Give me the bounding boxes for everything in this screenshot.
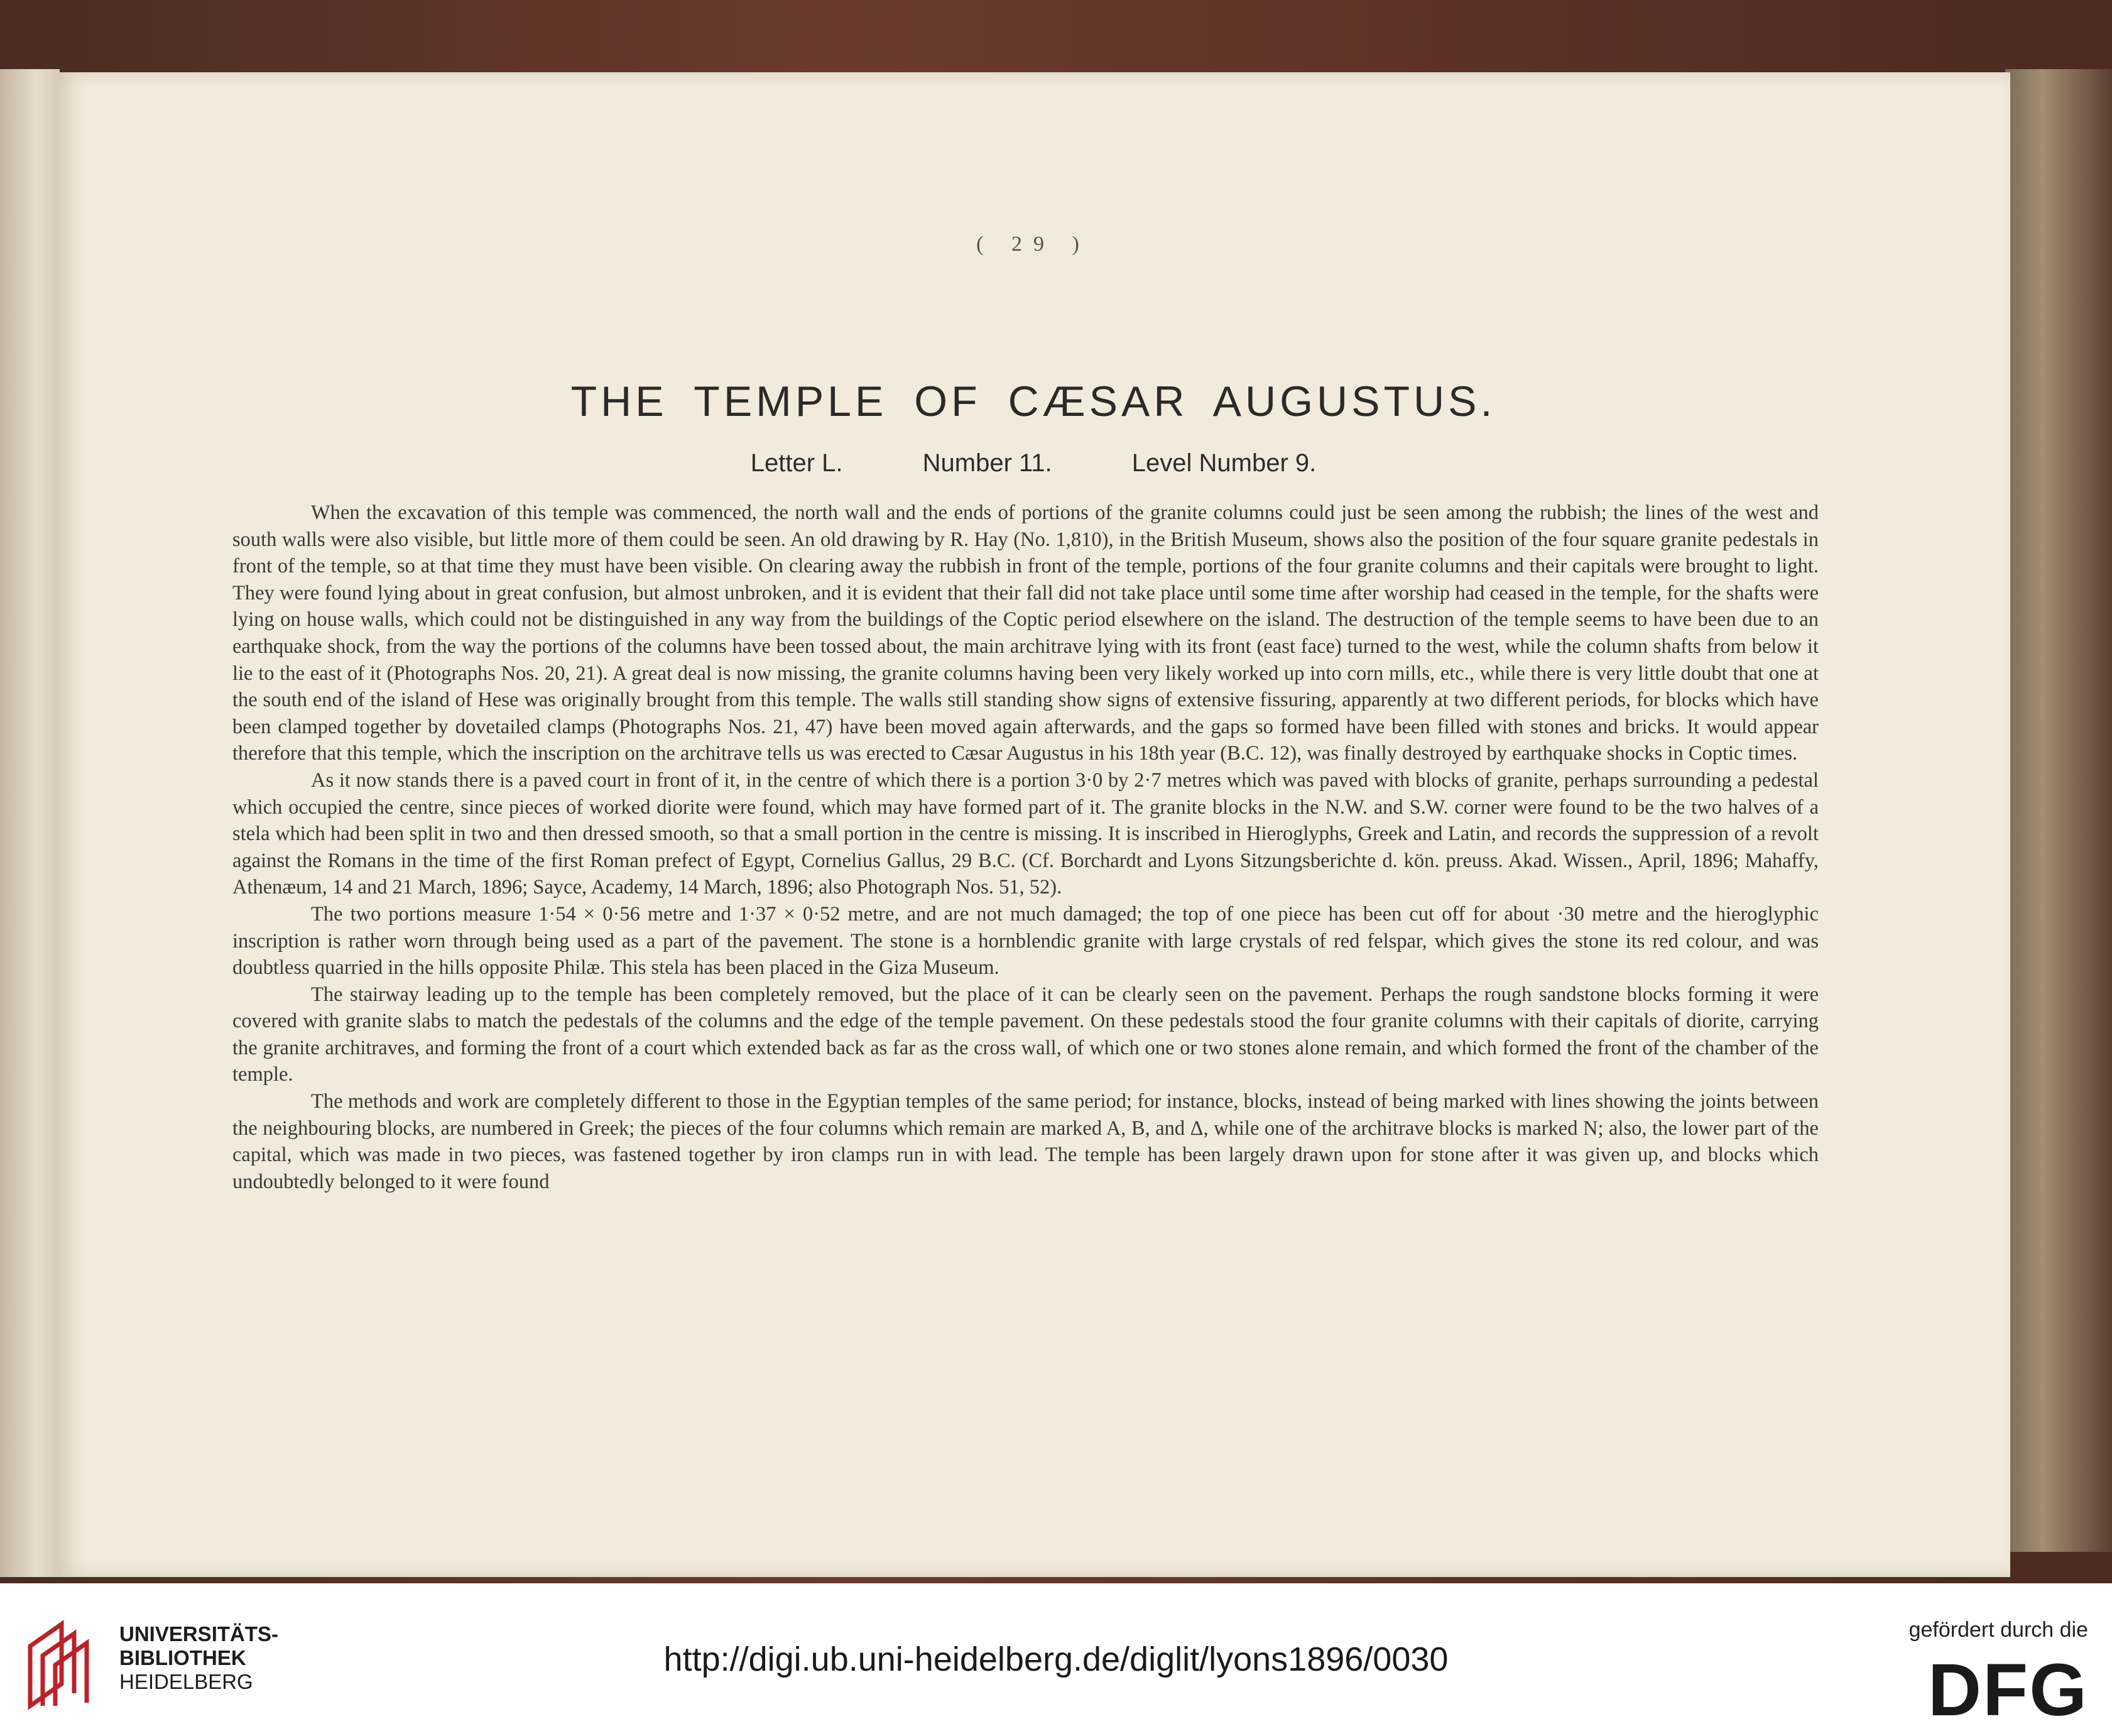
permalink-url[interactable]: http://digi.ub.uni-heidelberg.de/diglit/lyons1896/0030 — [663, 1640, 1449, 1678]
paragraph: The methods and work are completely different to those in the Egyptian temples of the same period; for instance, blocks, instead of being marked with lines showing the joints between the neighbouring blocks, are numbered in Greek; the pieces of the four columns which remain are marked A, B, and Δ, while one of the architrave blocks is marked N; also, the lower part of the capital, which was made in two pieces, was fastened together by iron clamps run in with lead. The temple has been largely drawn upon for stone after it was given up, and blocks which undoubtedly belonged to it were found — [232, 1090, 1819, 1193]
funding-caption: gefördert durch die — [1908, 1618, 2088, 1642]
subtitle-letter: Letter L. — [750, 449, 843, 477]
paragraph: The stairway leading up to the temple has been completely removed, but the place of it can be clearly seen on the pavement. Perhaps the rough sandstone blocks forming it were covered with granite slabs to match the pedestals of the columns and the edge of the temple pavement. On these pedestals stood the four granite columns with their capitals of diorite, carrying the granite architraves, and forming the front of a court which extended back as far as the cross wall, of which one or two stones alone remain, and which formed the front of the chamber of the temple. — [232, 983, 1819, 1086]
dfg-logo[interactable]: DFG — [1927, 1649, 2088, 1732]
book-edge-right — [2005, 69, 2112, 1552]
library-name-line2: BIBLIOTHEK — [119, 1646, 246, 1669]
body-text — [232, 500, 1819, 1195]
paragraph: The two portions measure 1·54 × 0·56 metre and 1·37 × 0·52 metre, and are not much damaged; the top of one piece has been cut off for about ·30 metre and the hieroglyphic inscription is rather worn through being used as a part of the pavement. The stone is a hornblendic granite with large crystals of red felspar, which gives the stone its red colour, and was doubtless quarried in the hills opposite Philæ. This stela has been placed in the Giza Museum. — [232, 902, 1819, 980]
library-name-line1: UNIVERSITÄTS- — [119, 1622, 279, 1646]
page-subtitle — [57, 449, 2010, 478]
subtitle-level: Level Number 9. — [1131, 449, 1317, 477]
subtitle-number: Number 11. — [922, 449, 1052, 477]
page-number: ( 29 ) — [976, 232, 1091, 256]
library-name-line3: HEIDELBERG — [119, 1670, 253, 1693]
paragraph: As it now stands there is a paved court in front of it, in the centre of which there is a portion 3·0 by 2·7 metres which was paved with blocks of granite, perhaps surrounding a pedestal which occupied the centre, since pieces of worked diorite were found, which may have formed part of it. The granite blocks in the N.W. and S.W. corner were found to be the two halves of a stela which had been split in two and then dressed smooth, so that a small portion in the centre is missing. It is inscribed in Hieroglyphs, Greek and Latin, and records the suppression of a revolt against the Romans in the time of the first Roman prefect of Egypt, Cornelius Gallus, 29 B.C. (Cf. Borchardt and Lyons Sitzungsberichte d. kön. preuss. Akad. Wissen., April, 1896; Mahaffy, Athenæum, 14 and 21 March, 1896; Sayce, Academy, 14 March, 1896; also Photograph Nos. 51, 52). — [232, 768, 1819, 899]
footer-bar — [0, 1583, 2112, 1736]
book-edge-left — [0, 69, 60, 1577]
book-page — [57, 72, 2010, 1577]
paragraph: When the excavation of this temple was commenced, the north wall and the ends of portions of the granite columns could just be seen among the rubbish; the lines of the west and south walls were also visible, but little more of them could be seen. An old drawing by R. Hay (No. 1,810), in the British Museum, shows also the position of the four square granite pedestals in front of the temple, so at that time they must have been visible. On clearing away the rubbish in front of the temple, portions of the four granite columns and their capitals were brought to light. They were found lying about in great confusion, but almost unbroken, and it is evident that their fall did not take place until some time after worship had ceased in the temple, for the shafts were lying on house walls, which could not be distinguished in any way from the buildings of the Coptic period elsewhere on the island. The destruction of the temple seems to have been due to an earthquake shock, from the way the portions of the columns have been tossed about, the main architrave lying with its front (east face) turned to the west, while the column shafts from below it lie to the east of it (Photographs Nos. 20, 21). A great deal is now missing, the granite columns having been very likely worked up into corn mills, etc., while there is very little doubt that one at the south end of the island of Hese was originally brought from this temple. The walls still standing show signs of extensive fissuring, apparently at two different periods, for blocks which have been clamped together by dovetailed clamps (Photographs Nos. 21, 47) have been moved again afterwards, and the gaps so formed have been filled with stones and bricks. It would appear therefore that this temple, which the inscription on the architrave tells us was erected to Cæsar Augustus in his 18th year (B.C. 12), was finally destroyed by earthquake shocks in Coptic times. — [232, 501, 1819, 765]
page-title: THE TEMPLE OF CÆSAR AUGUSTUS. — [570, 378, 1496, 425]
